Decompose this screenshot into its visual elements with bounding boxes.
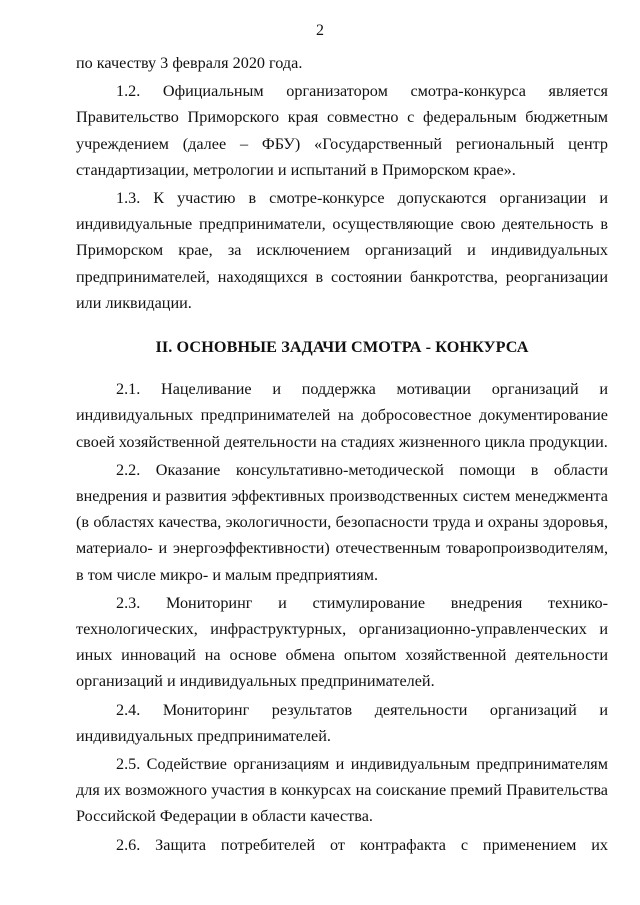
- paragraph-2-5: 2.5. Содействие организациям и индивидуальным предпринимателям для их возможного участия в конкурсах на соискание премий Правительства Российской Федерации в области качества.: [76, 755, 608, 826]
- paragraph-2-3: 2.3. Мониторинг и стимулирование внедрения технико-технологических, инфраструктурных, организационно-управленческих и иных инноваций на основе обмена опытом хозяйственной деятельности организаций и индивидуальных предпринимателей.: [76, 593, 608, 691]
- paragraph-2-6: 2.6. Защита потребителей от контрафакта с применением их: [116, 835, 608, 854]
- paragraph-continuation: по качеству 3 февраля 2020 года.: [76, 54, 303, 72]
- paragraph-2-2: 2.2. Оказание консультативно-методической помощи в области внедрения и развития эффективных производственных систем менеджмента (в областях качества, экологичности, безопасности труда и охраны здоровья, материало- и энергоэффективности) отечественным товаропроизводителям, в том числе микро- и малым предприятиям.: [76, 460, 608, 584]
- section-heading: II. ОСНОВНЫЕ ЗАДАЧИ СМОТРА - КОНКУРСА: [155, 338, 529, 357]
- page-number: 2: [316, 22, 324, 39]
- paragraph-1-2: 1.2. Официальным организатором смотра-конкурса является Правительство Приморского края совместно с федеральным бюджетным учреждением (далее – ФБУ) «Государственный региональный центр стандартизации, метрологии и испытаний в Приморском крае».: [76, 82, 608, 179]
- paragraph-2-1: 2.1. Нацеливание и поддержка мотивации организаций и индивидуальных предпринимателей на добросовестное документирование своей хозяйственной деятельности на стадиях жизненного цикла продукции.: [76, 380, 608, 451]
- paragraph-2-4: 2.4. Мониторинг результатов деятельности организаций и индивидуальных предпринимателей.: [76, 700, 608, 745]
- document-body: [76, 50, 608, 858]
- paragraph-1-3: 1.3. К участию в смотре-конкурсе допускаются организации и индивидуальные предприниматели, осуществляющие свою деятельность в Приморском крае, за исключением организаций и индивидуальных предпринимателей, находящихся в состоянии банкротства, реорганизации или ликвидации.: [76, 189, 608, 312]
